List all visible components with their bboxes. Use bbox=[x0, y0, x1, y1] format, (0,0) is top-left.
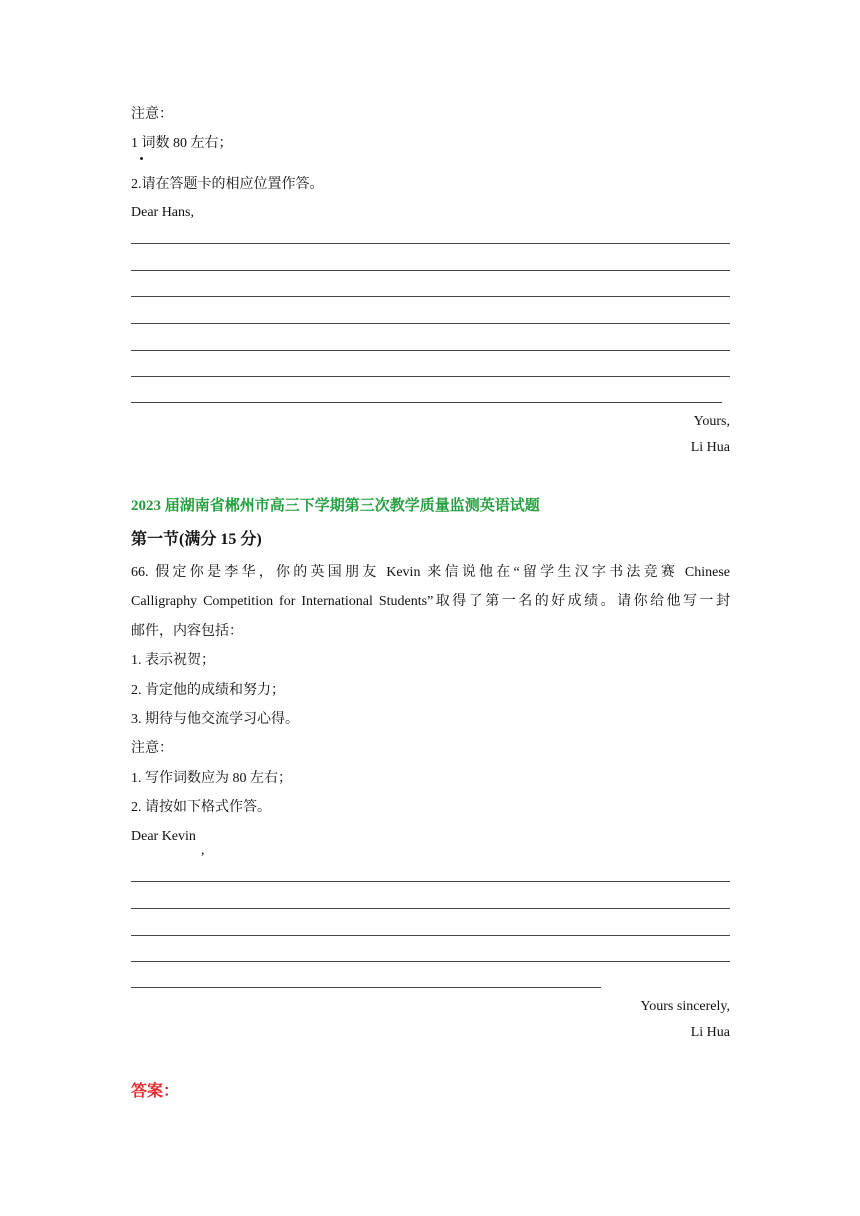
notice-label: 注意： bbox=[131, 107, 173, 122]
content-point: 2. 肯定他的成绩和努力； bbox=[131, 683, 285, 698]
letter-salutation: Dear Kevin bbox=[131, 829, 196, 844]
writing-line bbox=[131, 935, 730, 936]
notice-label: 注意： bbox=[131, 741, 173, 756]
salutation-comma: , bbox=[201, 843, 205, 858]
letter-signature: Li Hua bbox=[690, 1025, 730, 1040]
letter-salutation: Dear Hans, bbox=[131, 205, 194, 220]
bullet-dot bbox=[140, 157, 143, 160]
writing-line bbox=[131, 987, 601, 988]
note-word-count: 1 词数 80 左右； bbox=[131, 136, 233, 151]
writing-line bbox=[131, 376, 730, 377]
note-word-count: 1. 写作词数应为 80 左右； bbox=[131, 771, 292, 786]
section-title: 第一节(满分 15 分) bbox=[131, 531, 262, 548]
exam-title: 2023 届湖南省郴州市高三下学期第三次教学质量监测英语试题 bbox=[131, 498, 540, 514]
answer-label: 答案： bbox=[131, 1083, 180, 1100]
writing-line bbox=[131, 350, 730, 351]
writing-line bbox=[131, 243, 730, 244]
note-answer-location: 2.请在答题卡的相应位置作答。 bbox=[131, 177, 324, 192]
writing-line bbox=[131, 402, 722, 403]
content-point: 3. 期待与他交流学习心得。 bbox=[131, 712, 299, 727]
note-format: 2. 请按如下格式作答。 bbox=[131, 800, 271, 815]
letter-signature: Li Hua bbox=[690, 440, 730, 455]
prompt-line: 邮件，内容包括： bbox=[131, 624, 243, 639]
content-point: 1. 表示祝贺； bbox=[131, 653, 215, 668]
writing-line bbox=[131, 881, 730, 882]
letter-closing: Yours sincerely, bbox=[640, 999, 730, 1014]
writing-line bbox=[131, 270, 730, 271]
writing-line bbox=[131, 908, 730, 909]
letter-closing: Yours, bbox=[693, 414, 730, 429]
prompt-line: 66. 假定你是李华，你的英国朋友 Kevin 来信说他在“留学生汉字书法竞赛 Chinese bbox=[131, 565, 730, 580]
writing-line bbox=[131, 961, 730, 962]
writing-line bbox=[131, 296, 730, 297]
writing-line bbox=[131, 323, 730, 324]
prompt-line: Calligraphy Competition for International Students”取得了第一名的好成绩。请你给他写一封 bbox=[131, 594, 730, 609]
